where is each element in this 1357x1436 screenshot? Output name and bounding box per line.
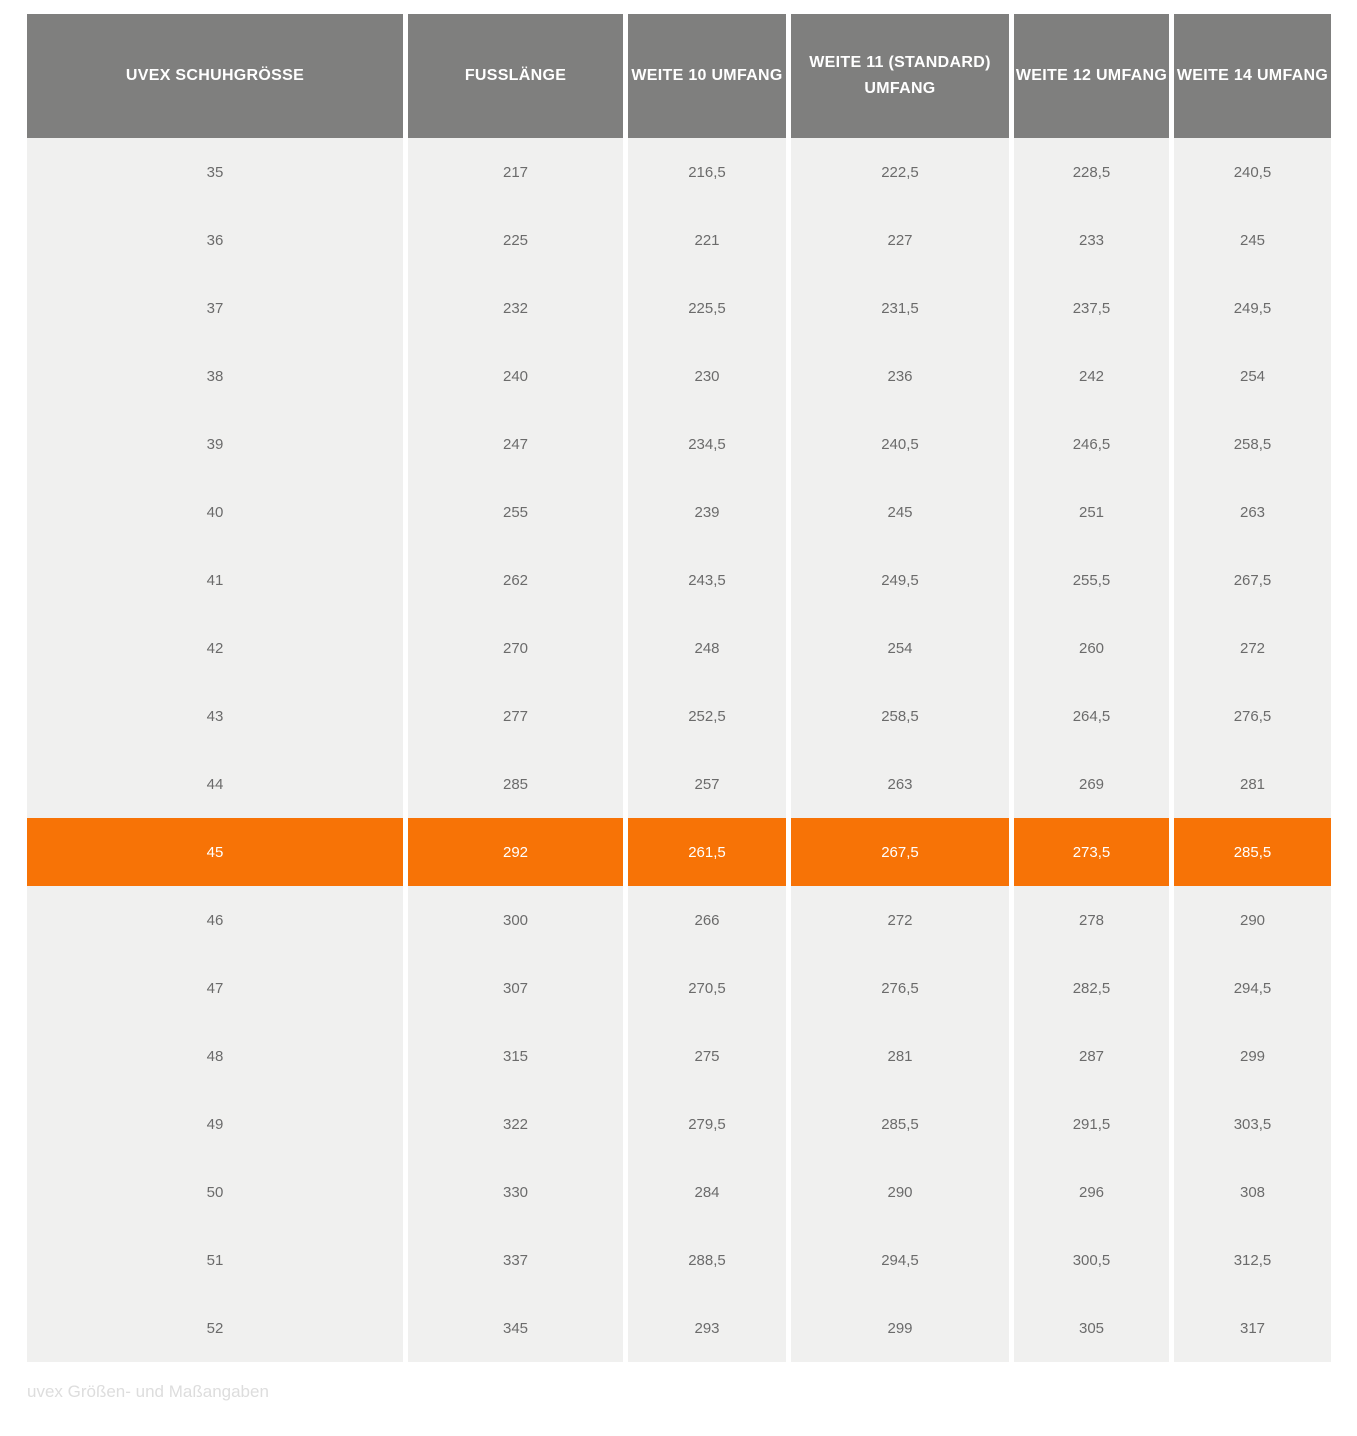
table-row [27,886,1331,954]
table-cell-weite-14-umfang: 299 [1174,1022,1331,1090]
table-cell-uvex-schuhgroesse: 43 [27,682,403,750]
table-cell-weite-14-umfang: 249,5 [1174,274,1331,342]
table-cell-uvex-schuhgroesse: 49 [27,1090,403,1158]
table-cell-fusslaenge: 247 [408,410,623,478]
table-cell-weite-10-umfang: 252,5 [628,682,786,750]
table-cell-fusslaenge: 330 [408,1158,623,1226]
table-cell-weite-10-umfang: 288,5 [628,1226,786,1294]
table-row [27,138,1331,206]
table-row [27,1022,1331,1090]
table-row [27,1158,1331,1226]
table-cell-weite-12-umfang: 255,5 [1014,546,1169,614]
table-cell-weite-11-standard-umfang: 227 [791,206,1009,274]
table-cell-weite-11-standard-umfang: 240,5 [791,410,1009,478]
table-cell-fusslaenge: 345 [408,1294,623,1362]
table-row [27,206,1331,274]
table-cell-fusslaenge: 292 [408,818,623,886]
table-cell-weite-11-standard-umfang: 290 [791,1158,1009,1226]
table-cell-fusslaenge: 300 [408,886,623,954]
table-cell-uvex-schuhgroesse: 45 [27,818,403,886]
table-cell-uvex-schuhgroesse: 51 [27,1226,403,1294]
table-cell-uvex-schuhgroesse: 37 [27,274,403,342]
table-row [27,1226,1331,1294]
table-cell-weite-10-umfang: 266 [628,886,786,954]
table-row [27,342,1331,410]
table-cell-uvex-schuhgroesse: 36 [27,206,403,274]
table-cell-fusslaenge: 217 [408,138,623,206]
table-cell-weite-11-standard-umfang: 245 [791,478,1009,546]
column-header-weite-10-umfang: WEITE 10 UMFANG [628,14,786,138]
table-cell-weite-10-umfang: 284 [628,1158,786,1226]
table-cell-fusslaenge: 232 [408,274,623,342]
table-cell-weite-11-standard-umfang: 236 [791,342,1009,410]
table-cell-weite-11-standard-umfang: 267,5 [791,818,1009,886]
table-cell-weite-10-umfang: 221 [628,206,786,274]
table-cell-weite-12-umfang: 287 [1014,1022,1169,1090]
column-header-weite-11-standard-umfang: WEITE 11 (STANDARD) UMFANG [791,14,1009,138]
table-cell-weite-14-umfang: 281 [1174,750,1331,818]
table-cell-uvex-schuhgroesse: 39 [27,410,403,478]
table-cell-uvex-schuhgroesse: 50 [27,1158,403,1226]
table-row [27,1090,1331,1158]
column-header-weite-14-umfang: WEITE 14 UMFANG [1174,14,1331,138]
table-cell-fusslaenge: 225 [408,206,623,274]
table-cell-weite-10-umfang: 225,5 [628,274,786,342]
table-cell-weite-14-umfang: 272 [1174,614,1331,682]
table-cell-weite-14-umfang: 294,5 [1174,954,1331,1022]
table-cell-fusslaenge: 277 [408,682,623,750]
table-cell-weite-14-umfang: 258,5 [1174,410,1331,478]
table-row [27,682,1331,750]
table-cell-fusslaenge: 285 [408,750,623,818]
table-cell-weite-12-umfang: 300,5 [1014,1226,1169,1294]
table-cell-weite-12-umfang: 296 [1014,1158,1169,1226]
table-cell-weite-12-umfang: 246,5 [1014,410,1169,478]
table-cell-weite-10-umfang: 230 [628,342,786,410]
table-cell-weite-11-standard-umfang: 222,5 [791,138,1009,206]
table-cell-weite-10-umfang: 216,5 [628,138,786,206]
table-cell-fusslaenge: 337 [408,1226,623,1294]
table-caption: uvex Größen- und Maßangaben [27,1382,269,1401]
table-cell-weite-12-umfang: 269 [1014,750,1169,818]
table-row [27,614,1331,682]
table-cell-fusslaenge: 240 [408,342,623,410]
table-row [27,274,1331,342]
table-row [27,750,1331,818]
table-cell-weite-12-umfang: 233 [1014,206,1169,274]
column-header-weite-12-umfang: WEITE 12 UMFANG [1014,14,1169,138]
table-cell-weite-12-umfang: 273,5 [1014,818,1169,886]
table-cell-weite-11-standard-umfang: 272 [791,886,1009,954]
table-cell-fusslaenge: 262 [408,546,623,614]
table-row [27,478,1331,546]
column-header-fusslaenge: FUSSLÄNGE [408,14,623,138]
table-row-highlighted [27,818,1331,886]
table-cell-weite-14-umfang: 254 [1174,342,1331,410]
table-cell-weite-11-standard-umfang: 258,5 [791,682,1009,750]
table-body [27,138,1331,1362]
table-row [27,1294,1331,1362]
table-cell-weite-10-umfang: 248 [628,614,786,682]
table-cell-uvex-schuhgroesse: 48 [27,1022,403,1090]
table-cell-weite-10-umfang: 293 [628,1294,786,1362]
table-cell-fusslaenge: 255 [408,478,623,546]
table-cell-weite-10-umfang: 275 [628,1022,786,1090]
table-cell-weite-12-umfang: 251 [1014,478,1169,546]
table-cell-weite-12-umfang: 242 [1014,342,1169,410]
table-cell-weite-12-umfang: 305 [1014,1294,1169,1362]
table-cell-weite-11-standard-umfang: 276,5 [791,954,1009,1022]
table-cell-weite-14-umfang: 276,5 [1174,682,1331,750]
table-cell-weite-11-standard-umfang: 231,5 [791,274,1009,342]
table-cell-weite-14-umfang: 317 [1174,1294,1331,1362]
table-cell-fusslaenge: 307 [408,954,623,1022]
size-chart-table [27,14,1331,1362]
table-cell-weite-14-umfang: 263 [1174,478,1331,546]
table-cell-weite-10-umfang: 239 [628,478,786,546]
table-cell-weite-10-umfang: 234,5 [628,410,786,478]
table-cell-weite-14-umfang: 303,5 [1174,1090,1331,1158]
table-cell-weite-14-umfang: 290 [1174,886,1331,954]
table-cell-weite-11-standard-umfang: 263 [791,750,1009,818]
table-cell-fusslaenge: 270 [408,614,623,682]
table-cell-weite-11-standard-umfang: 249,5 [791,546,1009,614]
table-cell-uvex-schuhgroesse: 40 [27,478,403,546]
table-cell-weite-12-umfang: 228,5 [1014,138,1169,206]
table-cell-uvex-schuhgroesse: 44 [27,750,403,818]
table-cell-weite-11-standard-umfang: 254 [791,614,1009,682]
table-cell-weite-14-umfang: 308 [1174,1158,1331,1226]
table-cell-uvex-schuhgroesse: 42 [27,614,403,682]
table-cell-weite-11-standard-umfang: 299 [791,1294,1009,1362]
table-row [27,546,1331,614]
table-cell-weite-10-umfang: 270,5 [628,954,786,1022]
table-cell-weite-14-umfang: 267,5 [1174,546,1331,614]
table-cell-weite-12-umfang: 237,5 [1014,274,1169,342]
table-cell-fusslaenge: 322 [408,1090,623,1158]
table-cell-weite-12-umfang: 291,5 [1014,1090,1169,1158]
table-cell-weite-10-umfang: 261,5 [628,818,786,886]
table-cell-weite-14-umfang: 240,5 [1174,138,1331,206]
table-cell-weite-11-standard-umfang: 281 [791,1022,1009,1090]
table-cell-weite-14-umfang: 245 [1174,206,1331,274]
table-cell-uvex-schuhgroesse: 46 [27,886,403,954]
table-header-row [27,14,1331,138]
table-cell-weite-14-umfang: 285,5 [1174,818,1331,886]
table-cell-uvex-schuhgroesse: 41 [27,546,403,614]
table-cell-weite-10-umfang: 257 [628,750,786,818]
table-cell-weite-14-umfang: 312,5 [1174,1226,1331,1294]
table-cell-uvex-schuhgroesse: 47 [27,954,403,1022]
table-cell-weite-10-umfang: 243,5 [628,546,786,614]
table-cell-weite-11-standard-umfang: 294,5 [791,1226,1009,1294]
table-cell-weite-12-umfang: 282,5 [1014,954,1169,1022]
table-row [27,410,1331,478]
table-cell-weite-12-umfang: 260 [1014,614,1169,682]
table-cell-uvex-schuhgroesse: 35 [27,138,403,206]
table-cell-uvex-schuhgroesse: 52 [27,1294,403,1362]
column-header-uvex-schuhgroesse: UVEX SCHUHGRÖSSE [27,14,403,138]
table-cell-weite-10-umfang: 279,5 [628,1090,786,1158]
table-row [27,954,1331,1022]
table-cell-fusslaenge: 315 [408,1022,623,1090]
table-cell-weite-11-standard-umfang: 285,5 [791,1090,1009,1158]
table-cell-uvex-schuhgroesse: 38 [27,342,403,410]
table-cell-weite-12-umfang: 278 [1014,886,1169,954]
table-cell-weite-12-umfang: 264,5 [1014,682,1169,750]
